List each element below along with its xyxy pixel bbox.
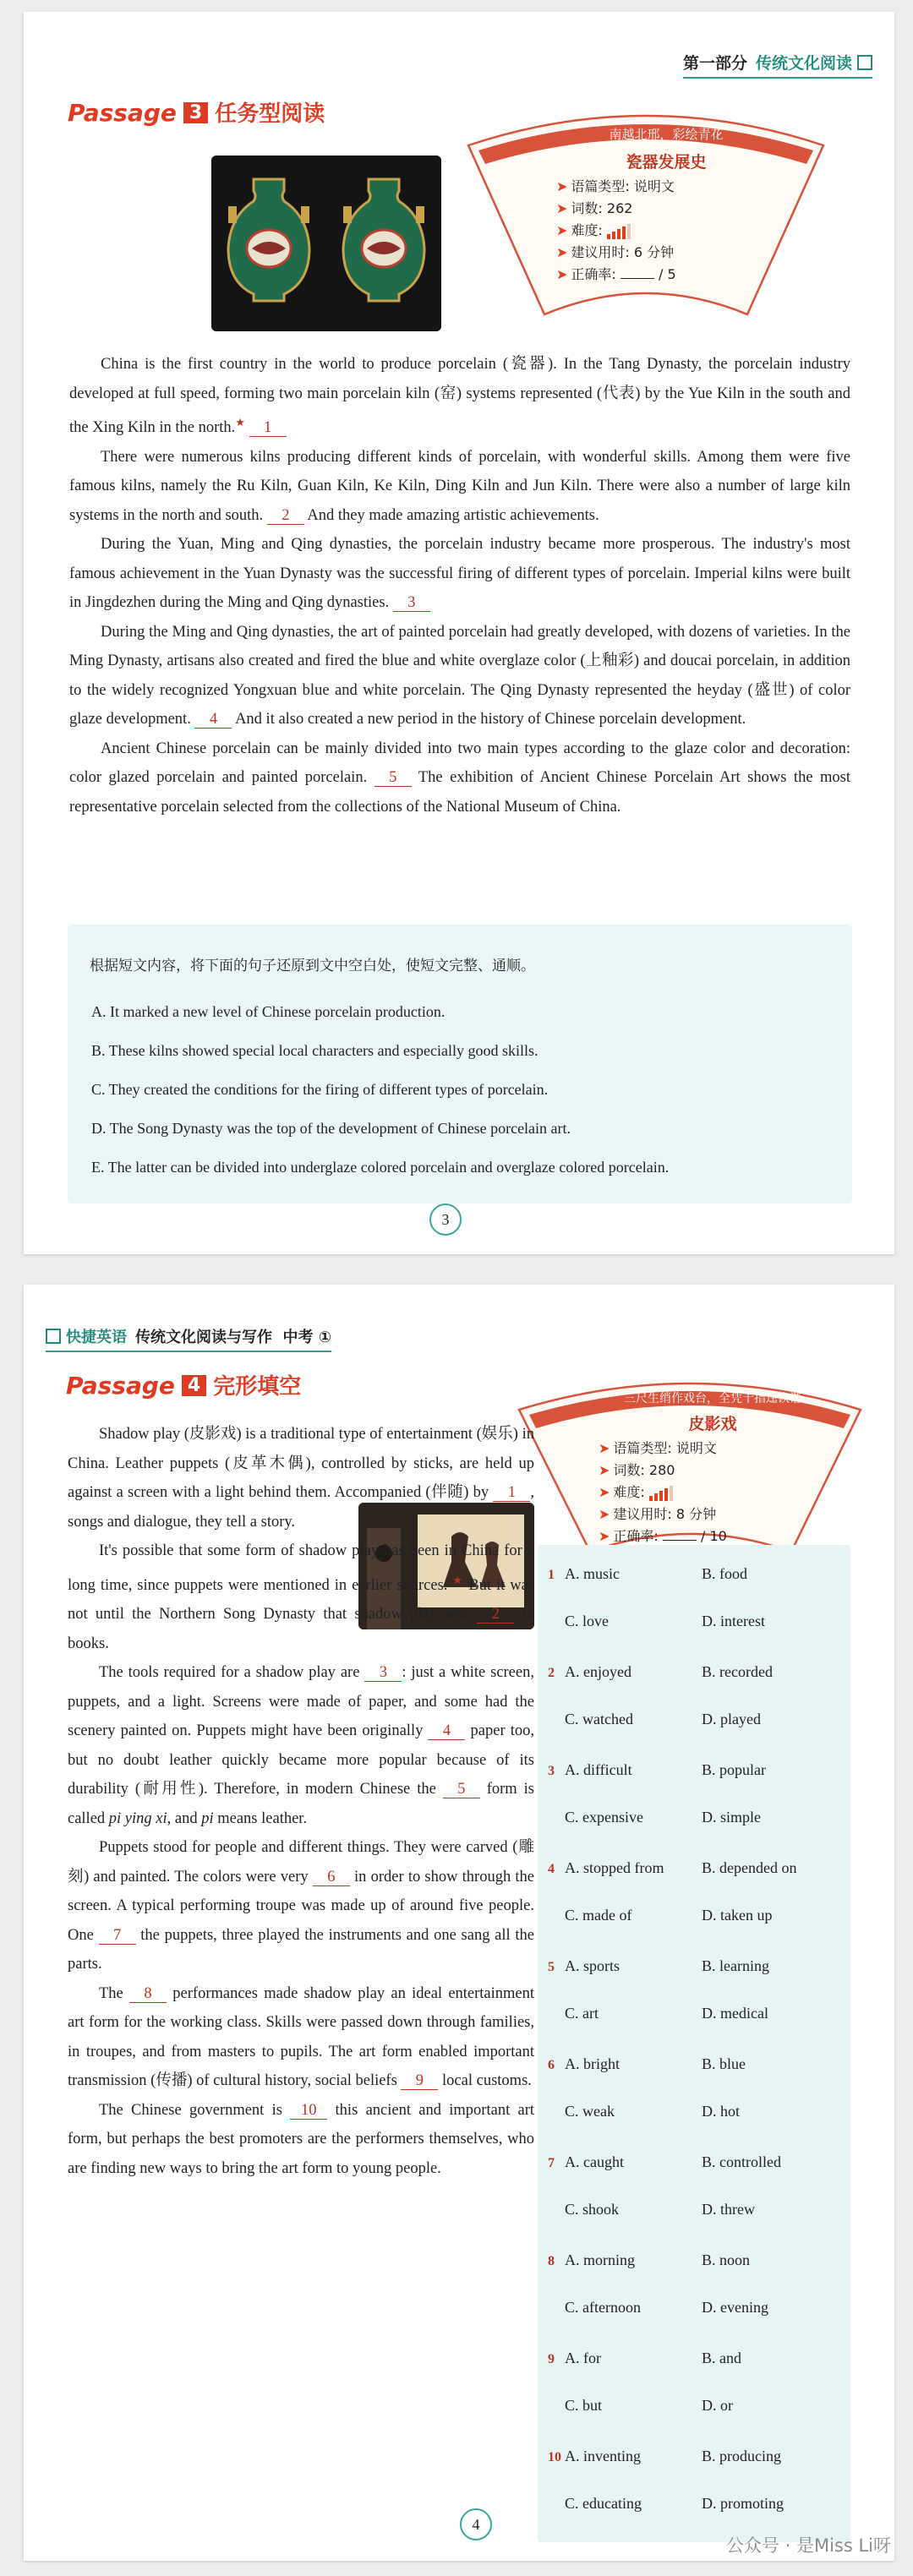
choice-row-9-ab xyxy=(548,2348,741,2370)
choice-row-5-cd xyxy=(548,2003,768,2023)
genre-row xyxy=(599,1438,827,1457)
blank-4[interactable]: 4 xyxy=(194,711,232,729)
option-d[interactable]: D. hot xyxy=(702,2103,740,2120)
option-b[interactable]: B. These kilns showed special local characters and especially good skills. xyxy=(91,1042,539,1059)
choice-row-9-cd xyxy=(548,2395,733,2415)
option-c[interactable]: C. art xyxy=(565,2005,599,2022)
passage-title xyxy=(66,1369,301,1400)
option-a[interactable]: A. It marked a new level of Chinese porcelain production. xyxy=(91,1003,446,1020)
option-d[interactable]: D. medical xyxy=(702,2005,768,2022)
passage-3-text xyxy=(69,350,850,821)
passage-info-card xyxy=(556,128,776,286)
blank-2[interactable]: 2 xyxy=(267,507,304,525)
page-number: 3 xyxy=(429,1203,462,1236)
choice-row-6-cd xyxy=(548,2101,740,2121)
difficulty-label: 难度: xyxy=(571,222,603,238)
choice-row-3-cd xyxy=(548,1807,761,1827)
option-c[interactable]: C. They created the conditions for the firing of different types of porcelain. xyxy=(91,1081,549,1098)
fan-slogan: 南越北邢，彩绘青花 xyxy=(609,127,724,142)
passage-title xyxy=(68,96,325,128)
words-row xyxy=(556,198,776,217)
header-brand: 快捷英语 xyxy=(66,1329,127,1346)
blank-7[interactable]: 7 xyxy=(99,1927,136,1945)
page-4 xyxy=(24,1285,894,2561)
difficulty-row xyxy=(599,1482,827,1501)
passage-word: Passage xyxy=(66,1372,175,1400)
paragraph: The Chinese government is 10 this ancient and important art form, but perhaps the best promoters are the performers themselves, who are finding new ways to bring the art form to young people. xyxy=(68,2101,535,2177)
blank-2[interactable]: 2 xyxy=(477,1606,514,1624)
watermark: 公众号 · 是Miss Li呀 xyxy=(725,2535,891,2556)
blank-9[interactable]: 9 xyxy=(401,2072,438,2090)
blank-5[interactable]: 5 xyxy=(374,769,412,787)
paragraph: The tools required for a shadow play are 3 : just a white screen, puppets, and a light. Screens were made of paper, and some had the scenery painted on. Puppets might have been originally 4 paper too, but no doubt leather quickly became more popular because of its durability (耐用性). Therefore, in modern Chinese the 5 form is called pi ying xi, and pi means leather. xyxy=(68,1664,534,1827)
choice-row-10-ab xyxy=(548,2446,781,2468)
time-row xyxy=(599,1504,827,1523)
genre-label: 语篇类型: xyxy=(571,178,630,194)
instruction: 根据短文内容，将下面的句子还原到文中空白处，使短文完整、通顺。 xyxy=(90,958,535,974)
choice-row-2-ab xyxy=(548,1662,773,1684)
option-d[interactable]: D. interest xyxy=(702,1613,765,1629)
blank-1[interactable]: 1 xyxy=(249,419,287,437)
accuracy-label: 正确率: xyxy=(571,266,616,282)
accuracy-label: 正确率: xyxy=(613,1528,659,1544)
header-part: 第一部分 xyxy=(682,54,747,73)
choice-row-7-cd xyxy=(548,2199,755,2219)
option-a[interactable]: A. stopped from xyxy=(565,1859,664,1876)
options-list xyxy=(91,992,669,1187)
time-label: 建议用时: xyxy=(613,1506,672,1522)
option-b[interactable]: B. blue xyxy=(702,2055,746,2072)
accuracy-row xyxy=(556,264,776,283)
choice-row-1-cd xyxy=(548,1611,765,1631)
option-b[interactable]: B. popular xyxy=(702,1761,766,1778)
fan-slogan: 三尺生绡作戏台，全凭十指逞诙谐 xyxy=(624,1392,801,1405)
genre-value: 说明文 xyxy=(633,178,675,194)
option-d[interactable]: D. simple xyxy=(702,1809,761,1826)
paragraph: The 8 performances made shadow play an ideal entertainment art form for the working class. Skills were passed down through families, in troupes, and from masters to pupils. The art form enabled important transmission (传播) of cultural history, social beliefs 9 local customs. xyxy=(68,1984,535,2090)
choice-row-7-ab xyxy=(548,2152,781,2174)
choice-row-1-ab xyxy=(548,1564,747,1585)
passage-info-card xyxy=(599,1391,827,1547)
option-b[interactable]: B. and xyxy=(702,2350,741,2366)
words-label: 词数: xyxy=(613,1462,645,1478)
blank-8[interactable]: 8 xyxy=(129,1985,167,2003)
option-a[interactable]: A. sports xyxy=(565,1957,621,1974)
choice-row-4-ab xyxy=(548,1858,796,1880)
option-a[interactable]: A. morning xyxy=(565,2251,635,2268)
page-3 xyxy=(24,12,894,1254)
option-d[interactable]: D. threw xyxy=(702,2201,755,2218)
question-number: 4 xyxy=(548,1862,555,1876)
blank-4[interactable]: 4 xyxy=(428,1722,465,1740)
header-section: 传统文化阅读 xyxy=(755,54,852,73)
option-b[interactable]: B. controlled xyxy=(702,2153,781,2170)
option-d[interactable]: D. taken up xyxy=(702,1907,773,1924)
choice-row-4-cd xyxy=(548,1905,772,1925)
option-b[interactable]: B. recorded xyxy=(702,1663,773,1680)
difficulty-bars-icon xyxy=(607,223,632,239)
passage-type: 任务型阅读 xyxy=(215,101,325,127)
option-a[interactable]: A. inventing xyxy=(565,2448,641,2464)
option-b[interactable]: B. producing xyxy=(702,2448,781,2464)
option-c[interactable]: C. shook xyxy=(565,2201,620,2218)
option-b[interactable]: B. noon xyxy=(702,2251,751,2268)
paragraph: It's possible that some form of shadow play has been in China for a long time, since puppets were mentioned in earlier sources. ★ But it was not until the Northern Song Dynasty that shadow play was 2 in books. xyxy=(68,1542,535,1652)
passage-number: 3 xyxy=(183,102,208,123)
option-a[interactable]: A. caught xyxy=(565,2153,624,2170)
passage-number: 4 xyxy=(182,1375,206,1396)
option-c[interactable]: C. made of xyxy=(565,1907,632,1924)
question-number: 5 xyxy=(548,1960,555,1974)
paragraph: During the Yuan, Ming and Qing dynasties, the porcelain industry became more prosperous. The industry's most famous achievement in the Yuan Dynasty was the successful firing of different types of porcelain. Imperial kilns were built in Jingdezhen during the Ming and Qing dynasties. 3 xyxy=(69,536,850,612)
running-header xyxy=(46,1325,331,1352)
arrow-icon: ➤ xyxy=(556,266,568,282)
blank-5[interactable]: 5 xyxy=(443,1781,480,1798)
header-box-icon xyxy=(46,1329,61,1344)
words-value: 262 xyxy=(606,200,633,216)
answer-choices-panel xyxy=(538,1545,850,2542)
accuracy-total: / 10 xyxy=(701,1528,727,1544)
choice-row-10-cd xyxy=(548,2493,784,2513)
option-d[interactable]: D. or xyxy=(702,2397,733,2414)
blank-6[interactable]: 6 xyxy=(313,1869,350,1886)
choice-row-8-ab xyxy=(548,2250,750,2272)
option-c[interactable]: C. expensive xyxy=(565,1809,643,1826)
arrow-icon: ➤ xyxy=(599,1506,610,1522)
header-box-icon xyxy=(857,55,872,70)
words-value: 280 xyxy=(648,1462,675,1478)
option-a[interactable]: A. music xyxy=(565,1565,620,1582)
accuracy-row xyxy=(599,1525,827,1545)
question-number: 2 xyxy=(548,1666,555,1680)
option-a[interactable]: A. enjoyed xyxy=(565,1663,631,1680)
paragraph: Puppets stood for people and different things. They were carved (雕刻) and painted. The colors were very 6 in order to show through the screen. A typical performing troupe was made up of around five people. One 7 the puppets, three played the instruments and one sang all the parts. xyxy=(68,1839,535,1973)
option-b[interactable]: B. food xyxy=(702,1565,747,1582)
difficulty-bars-icon xyxy=(649,1485,675,1501)
arrow-icon: ➤ xyxy=(556,200,568,216)
arrow-icon: ➤ xyxy=(599,1462,610,1478)
option-c[interactable]: C. educating xyxy=(565,2495,642,2512)
option-a[interactable]: A. bright xyxy=(565,2055,620,2072)
star-icon: ★ xyxy=(235,416,245,428)
time-value: 8 分钟 xyxy=(675,1506,717,1522)
paragraph: During the Ming and Qing dynasties, the art of painted porcelain had greatly developed, with dozens of varieties. In the Ming Dynasty, artisans also created and fired the blue and white overglaze color (上釉彩) and doucai porcelain, in addition to the widely recognized Yongxuan blue and white porcelain. The Qing Dynasty represented the heyday (盛世) of color glaze development. 4 And it also created a new period in the history of Chinese porcelain development. xyxy=(69,623,850,729)
choice-row-8-cd xyxy=(548,2297,768,2317)
question-number: 10 xyxy=(548,2450,561,2464)
option-d[interactable]: D. evening xyxy=(702,2299,768,2316)
blank-1[interactable]: 1 xyxy=(493,1484,530,1502)
blank-3[interactable]: 3 xyxy=(364,1664,402,1682)
choice-row-5-ab xyxy=(548,1956,769,1978)
question-number: 9 xyxy=(548,2352,555,2366)
question-number: 3 xyxy=(548,1764,555,1778)
option-b[interactable]: B. depended on xyxy=(702,1859,797,1876)
options-box xyxy=(68,925,852,1203)
arrow-icon: ➤ xyxy=(599,1440,610,1456)
fan-topic: 皮影戏 xyxy=(688,1415,737,1433)
option-a[interactable]: A. difficult xyxy=(565,1761,632,1778)
option-d[interactable]: D. The Song Dynasty was the top of the development of Chinese porcelain art. xyxy=(91,1120,571,1137)
vase-illustration xyxy=(211,156,441,331)
passage-word: Passage xyxy=(68,99,177,127)
choice-row-3-ab xyxy=(548,1760,766,1782)
option-d[interactable]: D. played xyxy=(702,1711,761,1727)
option-c[interactable]: C. afternoon xyxy=(565,2299,641,2316)
question-number: 6 xyxy=(548,2058,555,2072)
question-number: 1 xyxy=(548,1568,555,1582)
choice-row-2-cd xyxy=(548,1709,761,1729)
time-label: 建议用时: xyxy=(571,244,630,260)
running-header xyxy=(683,51,872,79)
paragraph: Ancient Chinese porcelain can be mainly divided into two main types according to the glaze color and decoration: color glazed porcelain and painted porcelain. 5 The exhibition of Ancient Chinese Porcelain Art shows the most representative porcelain selected from the collections of the National Museum of China. xyxy=(69,740,850,816)
genre-value: 说明文 xyxy=(675,1440,717,1456)
option-e[interactable]: E. The latter can be divided into underglaze colored porcelain and overglaze colored porcelain. xyxy=(91,1159,670,1176)
option-c[interactable]: C. weak xyxy=(565,2103,615,2120)
star-icon: ★ xyxy=(452,1573,464,1586)
blank-3[interactable]: 3 xyxy=(393,594,430,612)
option-a[interactable]: A. for xyxy=(565,2350,601,2366)
option-d[interactable]: D. promoting xyxy=(702,2495,784,2512)
arrow-icon: ➤ xyxy=(556,222,568,238)
arrow-icon: ➤ xyxy=(599,1484,610,1500)
header-grade: 中考 ① xyxy=(282,1329,332,1346)
porcelain-vases-photo xyxy=(211,156,441,331)
option-c[interactable]: C. but xyxy=(565,2397,603,2414)
choice-row-6-ab xyxy=(548,2054,746,2076)
words-row xyxy=(599,1460,827,1479)
paragraph: Shadow play (皮影戏) is a traditional type of entertainment (娱乐) in China. Leather puppets (皮革木偶), controlled by sticks, are held up against a screen with a light behind them. Accompanied (伴随) by 1 , songs and dialogue, they tell a story. xyxy=(68,1426,535,1531)
words-label: 词数: xyxy=(571,200,603,216)
difficulty-label: 难度: xyxy=(613,1484,645,1500)
option-c[interactable]: C. watched xyxy=(565,1711,633,1727)
option-b[interactable]: B. learning xyxy=(702,1957,769,1974)
question-number: 8 xyxy=(548,2254,555,2268)
arrow-icon: ➤ xyxy=(599,1528,610,1544)
arrow-icon: ➤ xyxy=(556,178,568,194)
arrow-icon: ➤ xyxy=(556,244,568,260)
accuracy-total: / 5 xyxy=(659,266,676,282)
page-number: 4 xyxy=(460,2508,492,2541)
time-value: 6 分钟 xyxy=(633,244,675,260)
paragraph: China is the first country in the world to produce porcelain (瓷器). In the Tang Dynasty, the porcelain industry developed at full speed, forming two main porcelain kiln (窑) systems represented (代表) by the Yue Kiln in the south and the Xing Kiln in the north.★ 1 xyxy=(69,356,850,437)
paragraph: There were numerous kilns producing different kinds of porcelain, with wonderful skills. Among them were five famous kilns, namely the Ru Kiln, Guan Kiln, Ke Kiln, Ding Kiln and Jun Kiln. There were also a number of large kiln systems in the north and south. 2 And they made amazing artistic achievements. xyxy=(69,448,850,524)
header-title: 传统文化阅读与写作 xyxy=(135,1329,272,1346)
passage-type: 完形填空 xyxy=(213,1374,302,1400)
difficulty-row xyxy=(556,220,776,239)
question-number: 7 xyxy=(548,2156,555,2170)
passage-4-text xyxy=(68,1420,534,2183)
genre-row xyxy=(556,176,776,195)
time-row xyxy=(556,242,776,261)
blank-10[interactable]: 10 xyxy=(290,2102,327,2120)
option-c[interactable]: C. love xyxy=(565,1613,609,1629)
fan-topic: 瓷器发展史 xyxy=(626,153,707,172)
genre-label: 语篇类型: xyxy=(613,1440,672,1456)
